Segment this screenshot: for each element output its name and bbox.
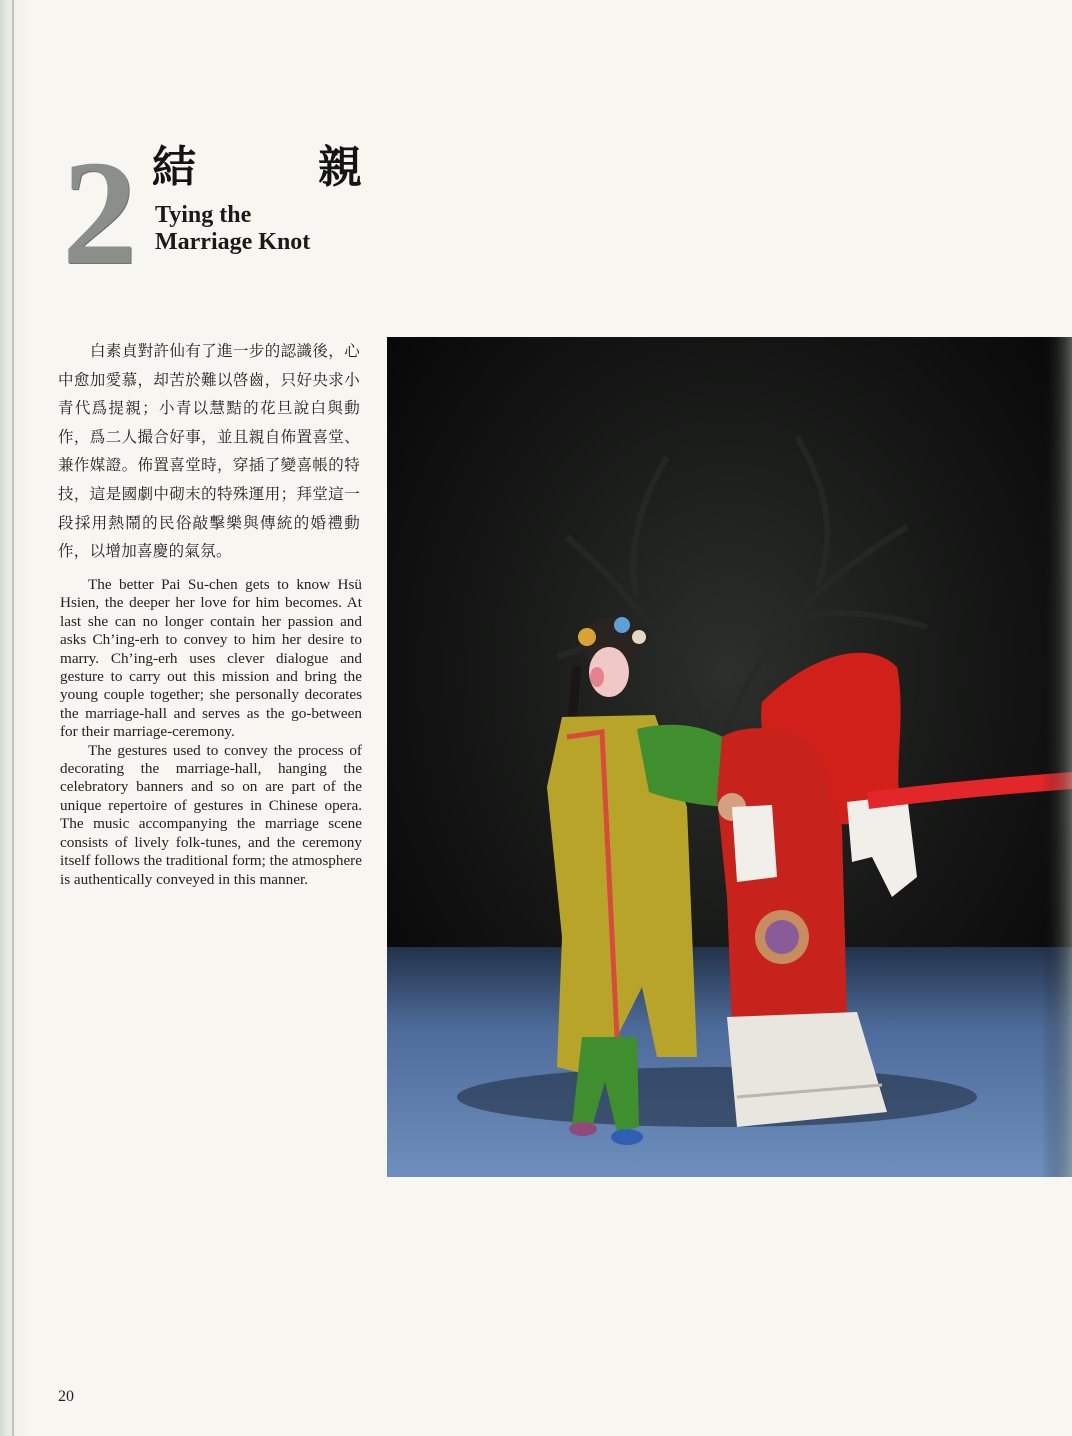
chapter-title-chinese	[152, 142, 362, 193]
binding-line	[12, 0, 14, 1436]
stage-floor	[387, 947, 1072, 1177]
photo-page-curl	[1042, 337, 1072, 1177]
chapter-number: 2	[62, 130, 133, 296]
title-en-line-2: Marriage Knot	[155, 229, 311, 255]
title-zh-char-2: 親	[318, 142, 362, 193]
opera-photo-illustration	[387, 337, 1072, 1177]
opera-stage-photo	[387, 337, 1072, 1177]
chapter-title-english	[155, 202, 395, 256]
floor-shadow	[457, 1067, 977, 1127]
title-zh-char-1: 結	[152, 142, 196, 193]
body-en-paragraph-1: The better Pai Su-chen gets to know Hsü Hsien, the deeper her love for him becomes. At last she can no longer contain her passion and asks Ch’ing-erh to convey to him her desire to marry. Ch’ing-erh uses clever dialogue and gesture to carry out this mission and bring the young couple together; she personally decorates the marriage-hall and serves as the go-between for their marriage-ceremony.	[60, 576, 362, 741]
body-text-english	[60, 576, 362, 889]
title-en-line-1: Tying the	[155, 202, 252, 228]
page-binding-edge	[0, 0, 30, 1436]
white-sleeve-left	[732, 805, 777, 882]
page-number: 20	[58, 1388, 74, 1405]
body-en-paragraph-2: The gestures used to convey the process of decorating the marriage-hall, hanging the celebratory banners and so on are part of the unique repertoire of gestures in Chinese opera. The music accompanying the marriage scene consists of lively folk-tunes, and the ceremony itself follows the traditional form; the atmosphere is authentically conveyed in this manner.	[60, 741, 362, 888]
body-text-chinese: 白素貞對許仙有了進一步的認識後，心中愈加愛慕，却苦於難以啓齒，只好央求小青代爲提親；小青以慧黠的花旦說白與動作，爲二人撮合好事，並且親自佈置喜堂、兼作媒證。佈置喜堂時，穿插了變喜帳的特技，這是國劇中砌末的特殊運用；拜堂這一段採用熱鬧的民俗敲擊樂與傳統的婚禮動作，以增加喜慶的氣氛。	[58, 342, 360, 561]
